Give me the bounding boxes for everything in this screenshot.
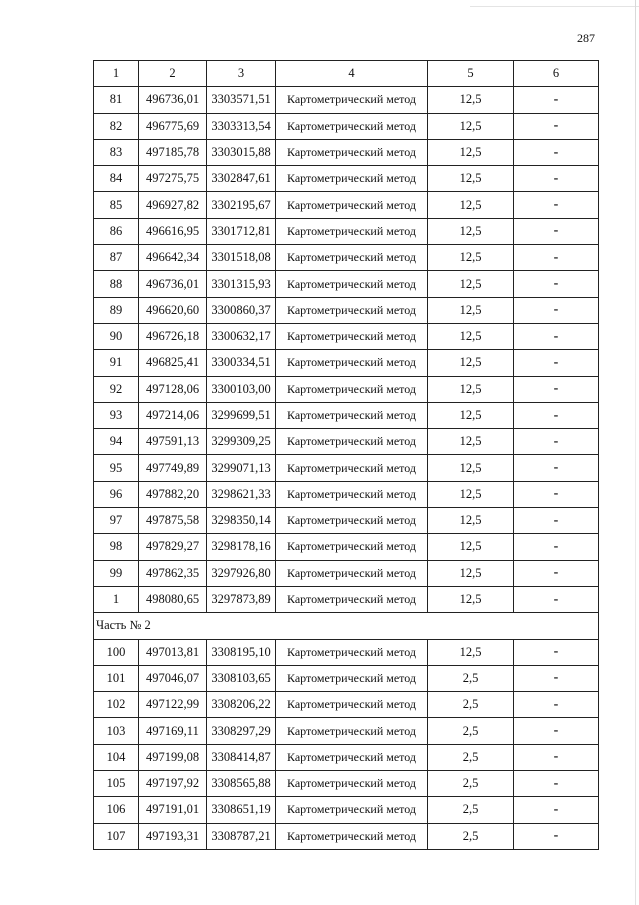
table-row — [94, 166, 599, 192]
method-cell: Картометрический метод — [276, 560, 428, 586]
accuracy-cell: 12,5 — [428, 297, 514, 323]
scan-edge-right — [635, 0, 636, 905]
table-row — [94, 586, 599, 612]
method-cell: Картометрический метод — [276, 350, 428, 376]
method-cell: Картометрический метод — [276, 376, 428, 402]
description-cell: - — [514, 297, 599, 323]
description-cell: - — [514, 534, 599, 560]
accuracy-cell: 12,5 — [428, 350, 514, 376]
table-body — [94, 87, 599, 850]
accuracy-cell: 12,5 — [428, 481, 514, 507]
accuracy-cell: 12,5 — [428, 508, 514, 534]
y-coordinate-cell: 3297926,80 — [207, 560, 276, 586]
description-cell: - — [514, 744, 599, 770]
x-coordinate-cell: 496825,41 — [139, 350, 207, 376]
point-number-cell: 92 — [94, 376, 139, 402]
table-row — [94, 797, 599, 823]
description-cell: - — [514, 139, 599, 165]
accuracy-cell: 12,5 — [428, 218, 514, 244]
description-cell: - — [514, 192, 599, 218]
point-number-cell: 88 — [94, 271, 139, 297]
point-number-cell: 83 — [94, 139, 139, 165]
table-row — [94, 87, 599, 113]
y-coordinate-cell: 3308297,29 — [207, 718, 276, 744]
x-coordinate-cell: 498080,65 — [139, 586, 207, 612]
y-coordinate-cell: 3303015,88 — [207, 139, 276, 165]
point-number-cell: 104 — [94, 744, 139, 770]
accuracy-cell: 12,5 — [428, 113, 514, 139]
section-row — [94, 613, 599, 639]
description-cell: - — [514, 87, 599, 113]
x-coordinate-cell: 497046,07 — [139, 665, 207, 691]
y-coordinate-cell: 3301712,81 — [207, 218, 276, 244]
table-row — [94, 692, 599, 718]
description-cell: - — [514, 771, 599, 797]
header-cell-1: 1 — [94, 61, 139, 87]
point-number-cell: 86 — [94, 218, 139, 244]
accuracy-cell: 12,5 — [428, 271, 514, 297]
accuracy-cell: 2,5 — [428, 797, 514, 823]
method-cell: Картометрический метод — [276, 771, 428, 797]
accuracy-cell: 12,5 — [428, 376, 514, 402]
table-row — [94, 192, 599, 218]
description-cell: - — [514, 245, 599, 271]
method-cell: Картометрический метод — [276, 692, 428, 718]
table-row — [94, 350, 599, 376]
method-cell: Картометрический метод — [276, 402, 428, 428]
x-coordinate-cell: 497185,78 — [139, 139, 207, 165]
y-coordinate-cell: 3308414,87 — [207, 744, 276, 770]
point-number-cell: 105 — [94, 771, 139, 797]
accuracy-cell: 12,5 — [428, 192, 514, 218]
accuracy-cell: 12,5 — [428, 560, 514, 586]
y-coordinate-cell: 3308103,65 — [207, 665, 276, 691]
x-coordinate-cell: 497191,01 — [139, 797, 207, 823]
y-coordinate-cell: 3308206,22 — [207, 692, 276, 718]
point-number-cell: 85 — [94, 192, 139, 218]
description-cell: - — [514, 560, 599, 586]
accuracy-cell: 12,5 — [428, 534, 514, 560]
method-cell: Картометрический метод — [276, 218, 428, 244]
accuracy-cell: 12,5 — [428, 586, 514, 612]
method-cell: Картометрический метод — [276, 718, 428, 744]
x-coordinate-cell: 497169,11 — [139, 718, 207, 744]
point-number-cell: 81 — [94, 87, 139, 113]
description-cell: - — [514, 429, 599, 455]
y-coordinate-cell: 3302195,67 — [207, 192, 276, 218]
description-cell: - — [514, 586, 599, 612]
description-cell: - — [514, 218, 599, 244]
x-coordinate-cell: 497197,92 — [139, 771, 207, 797]
y-coordinate-cell: 3303571,51 — [207, 87, 276, 113]
header-cell-4: 4 — [276, 61, 428, 87]
y-coordinate-cell: 3308651,19 — [207, 797, 276, 823]
method-cell: Картометрический метод — [276, 245, 428, 271]
method-cell: Картометрический метод — [276, 166, 428, 192]
x-coordinate-cell: 497862,35 — [139, 560, 207, 586]
table-row — [94, 823, 599, 849]
table-row — [94, 429, 599, 455]
description-cell: - — [514, 797, 599, 823]
x-coordinate-cell: 496726,18 — [139, 323, 207, 349]
accuracy-cell: 2,5 — [428, 718, 514, 744]
accuracy-cell: 2,5 — [428, 771, 514, 797]
section-label: Часть № 2 — [94, 613, 599, 639]
description-cell: - — [514, 508, 599, 534]
table-row — [94, 508, 599, 534]
point-number-cell: 106 — [94, 797, 139, 823]
table-row — [94, 402, 599, 428]
description-cell: - — [514, 718, 599, 744]
accuracy-cell: 2,5 — [428, 823, 514, 849]
y-coordinate-cell: 3308787,21 — [207, 823, 276, 849]
method-cell: Картометрический метод — [276, 113, 428, 139]
method-cell: Картометрический метод — [276, 665, 428, 691]
y-coordinate-cell: 3303313,54 — [207, 113, 276, 139]
y-coordinate-cell: 3298350,14 — [207, 508, 276, 534]
point-number-cell: 94 — [94, 429, 139, 455]
description-cell: - — [514, 350, 599, 376]
x-coordinate-cell: 496775,69 — [139, 113, 207, 139]
method-cell: Картометрический метод — [276, 534, 428, 560]
y-coordinate-cell: 3300103,00 — [207, 376, 276, 402]
x-coordinate-cell: 497829,27 — [139, 534, 207, 560]
table-row — [94, 376, 599, 402]
method-cell: Картометрический метод — [276, 797, 428, 823]
method-cell: Картометрический метод — [276, 429, 428, 455]
point-number-cell: 89 — [94, 297, 139, 323]
accuracy-cell: 12,5 — [428, 87, 514, 113]
x-coordinate-cell: 497193,31 — [139, 823, 207, 849]
y-coordinate-cell: 3297873,89 — [207, 586, 276, 612]
point-number-cell: 101 — [94, 665, 139, 691]
header-cell-3: 3 — [207, 61, 276, 87]
x-coordinate-cell: 497749,89 — [139, 455, 207, 481]
method-cell: Картометрический метод — [276, 586, 428, 612]
header-cell-6: 6 — [514, 61, 599, 87]
y-coordinate-cell: 3299309,25 — [207, 429, 276, 455]
description-cell: - — [514, 692, 599, 718]
method-cell: Картометрический метод — [276, 823, 428, 849]
y-coordinate-cell: 3301315,93 — [207, 271, 276, 297]
point-number-cell: 103 — [94, 718, 139, 744]
header-row — [94, 61, 599, 87]
y-coordinate-cell: 3308565,88 — [207, 771, 276, 797]
table-row — [94, 771, 599, 797]
table-row — [94, 481, 599, 507]
table-row — [94, 323, 599, 349]
x-coordinate-cell: 496620,60 — [139, 297, 207, 323]
accuracy-cell: 12,5 — [428, 402, 514, 428]
table-row — [94, 639, 599, 665]
method-cell: Картометрический метод — [276, 192, 428, 218]
table-row — [94, 455, 599, 481]
x-coordinate-cell: 497882,20 — [139, 481, 207, 507]
description-cell: - — [514, 823, 599, 849]
description-cell: - — [514, 376, 599, 402]
y-coordinate-cell: 3300632,17 — [207, 323, 276, 349]
point-number-cell: 1 — [94, 586, 139, 612]
description-cell: - — [514, 665, 599, 691]
method-cell: Картометрический метод — [276, 481, 428, 507]
table-row — [94, 297, 599, 323]
table-row — [94, 665, 599, 691]
accuracy-cell: 2,5 — [428, 692, 514, 718]
method-cell: Картометрический метод — [276, 455, 428, 481]
x-coordinate-cell: 497875,58 — [139, 508, 207, 534]
table-row — [94, 744, 599, 770]
accuracy-cell: 12,5 — [428, 245, 514, 271]
description-cell: - — [514, 323, 599, 349]
point-number-cell: 82 — [94, 113, 139, 139]
x-coordinate-cell: 496642,34 — [139, 245, 207, 271]
header-cell-5: 5 — [428, 61, 514, 87]
method-cell: Картометрический метод — [276, 323, 428, 349]
table-row — [94, 113, 599, 139]
point-number-cell: 84 — [94, 166, 139, 192]
y-coordinate-cell: 3308195,10 — [207, 639, 276, 665]
method-cell: Картометрический метод — [276, 297, 428, 323]
description-cell: - — [514, 113, 599, 139]
point-number-cell: 90 — [94, 323, 139, 349]
table-row — [94, 271, 599, 297]
description-cell: - — [514, 481, 599, 507]
x-coordinate-cell: 497122,99 — [139, 692, 207, 718]
point-number-cell: 91 — [94, 350, 139, 376]
coordinates-table — [93, 60, 599, 850]
point-number-cell: 97 — [94, 508, 139, 534]
page-number: 287 — [577, 31, 595, 45]
x-coordinate-cell: 497275,75 — [139, 166, 207, 192]
y-coordinate-cell: 3300334,51 — [207, 350, 276, 376]
description-cell: - — [514, 271, 599, 297]
accuracy-cell: 2,5 — [428, 665, 514, 691]
x-coordinate-cell: 496927,82 — [139, 192, 207, 218]
accuracy-cell: 12,5 — [428, 429, 514, 455]
description-cell: - — [514, 639, 599, 665]
method-cell: Картометрический метод — [276, 744, 428, 770]
accuracy-cell: 2,5 — [428, 744, 514, 770]
y-coordinate-cell: 3299699,51 — [207, 402, 276, 428]
accuracy-cell: 12,5 — [428, 323, 514, 349]
description-cell: - — [514, 402, 599, 428]
x-coordinate-cell: 497013,81 — [139, 639, 207, 665]
y-coordinate-cell: 3302847,61 — [207, 166, 276, 192]
table-row — [94, 218, 599, 244]
header-cell-2: 2 — [139, 61, 207, 87]
method-cell: Картометрический метод — [276, 139, 428, 165]
scan-edge-top — [470, 6, 639, 7]
table-row — [94, 560, 599, 586]
accuracy-cell: 12,5 — [428, 139, 514, 165]
x-coordinate-cell: 497199,08 — [139, 744, 207, 770]
table-header — [94, 61, 599, 87]
table-row — [94, 718, 599, 744]
table-row — [94, 139, 599, 165]
y-coordinate-cell: 3298621,33 — [207, 481, 276, 507]
method-cell: Картометрический метод — [276, 508, 428, 534]
method-cell: Картометрический метод — [276, 87, 428, 113]
description-cell: - — [514, 455, 599, 481]
x-coordinate-cell: 497591,13 — [139, 429, 207, 455]
accuracy-cell: 12,5 — [428, 639, 514, 665]
point-number-cell: 102 — [94, 692, 139, 718]
point-number-cell: 87 — [94, 245, 139, 271]
accuracy-cell: 12,5 — [428, 166, 514, 192]
method-cell: Картометрический метод — [276, 639, 428, 665]
x-coordinate-cell: 496616,95 — [139, 218, 207, 244]
point-number-cell: 100 — [94, 639, 139, 665]
point-number-cell: 95 — [94, 455, 139, 481]
description-cell: - — [514, 166, 599, 192]
table-row — [94, 245, 599, 271]
accuracy-cell: 12,5 — [428, 455, 514, 481]
x-coordinate-cell: 497128,06 — [139, 376, 207, 402]
method-cell: Картометрический метод — [276, 271, 428, 297]
y-coordinate-cell: 3300860,37 — [207, 297, 276, 323]
point-number-cell: 96 — [94, 481, 139, 507]
point-number-cell: 107 — [94, 823, 139, 849]
table-row — [94, 534, 599, 560]
point-number-cell: 99 — [94, 560, 139, 586]
y-coordinate-cell: 3301518,08 — [207, 245, 276, 271]
x-coordinate-cell: 496736,01 — [139, 87, 207, 113]
point-number-cell: 93 — [94, 402, 139, 428]
y-coordinate-cell: 3298178,16 — [207, 534, 276, 560]
y-coordinate-cell: 3299071,13 — [207, 455, 276, 481]
point-number-cell: 98 — [94, 534, 139, 560]
x-coordinate-cell: 496736,01 — [139, 271, 207, 297]
x-coordinate-cell: 497214,06 — [139, 402, 207, 428]
